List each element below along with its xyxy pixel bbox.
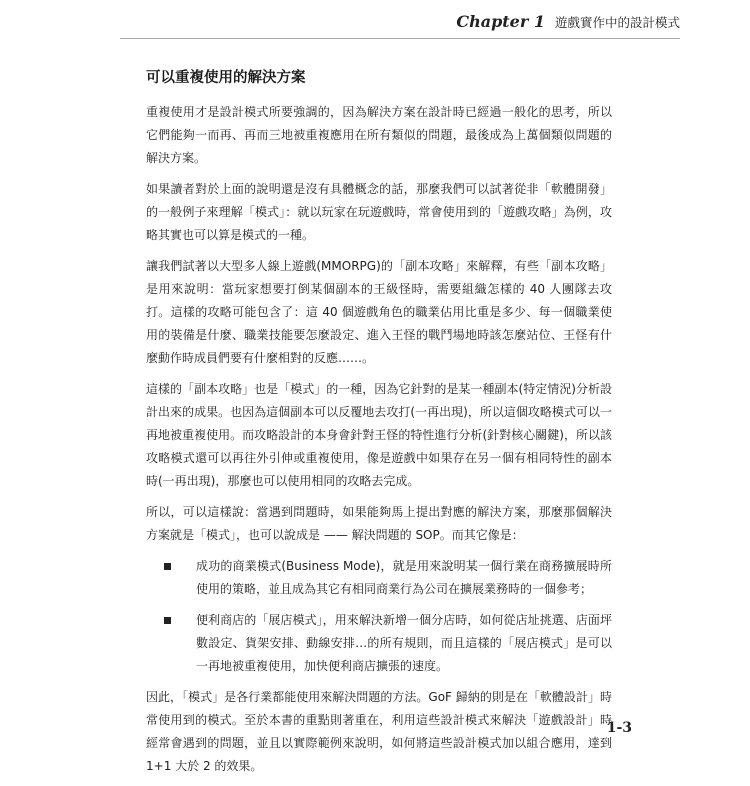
header-divider [120, 38, 680, 39]
paragraph-mmorpg: 讓我們試著以大型多人線上遊戲(MMORPG)的「副本攻略」來解釋，有些「副本攻略」是用來說明：當玩家想要打倒某個副本的王級怪時，需要組織怎樣的 40 人團隊去攻打。這樣的攻略可能包含了：這 40 個遊戲角色的職業佔用比重是多少、每一個職業使用的裝備是什麼、職業技能要怎麼設定、進入王怪的戰鬥場地時該怎麼站位、王怪有什麼動作時成員們要有什麼相對的反應……。 [146, 259, 612, 365]
list-item [146, 555, 612, 601]
chapter-label: Chapter 1 [456, 12, 545, 31]
list-item-text: 成功的商業模式(Business Mode)，就是用來說明某一個行業在商務擴展時所使用的策略，並且成為其它有相同商業行為公司在擴展業務時的一個參考； [196, 559, 612, 596]
page-number: 1-3 [606, 720, 632, 736]
paragraph-conclusion: 因此，「模式」是各行業都能使用來解決問題的方法。GoF 歸納的則是在「軟體設計」時常使用到的模式。至於本書的重點則著重在，利用這些設計模式來解決「遊戲設計」時經常會遇到的問題，並且以實際範例來說明，如何將這些設計模式加以組合應用，達到 1+1 大於 2 的效果。 [146, 690, 612, 773]
example-list [146, 555, 612, 678]
running-header [456, 12, 680, 31]
list-item [146, 609, 612, 678]
paragraph-game-guide: 如果讀者對於上面的說明還是沒有具體概念的話，那麼我們可以試著從非「軟體開發」的一般例子來理解「模式」：就以玩家在玩遊戲時，常會使用到的「遊戲攻略」為例，攻略其實也可以算是模式的一種。 [146, 182, 612, 242]
paragraph-reuse: 重複使用才是設計模式所要強調的，因為解決方案在設計時已經過一般化的思考，所以它們能夠一而再、再而三地被重複應用在所有類似的問題，最後成為上萬個類似問題的解決方案。 [146, 105, 612, 165]
paragraph-dungeon-guide: 這樣的「副本攻略」也是「模式」的一種，因為它針對的是某一種副本(特定情況)分析設計出來的成果。也因為這個副本可以反覆地去攻打(一再出現)，所以這個攻略模式可以一再地被重複使用。而攻略設計的本身會針對王怪的特性進行分析(針對核心關鍵)，所以該攻略模式還可以再往外引伸或重複使用，像是遊戲中如果存在另一個有相同特性的副本時(一再出現)，那麼也可以使用相同的攻略去完成。 [146, 382, 612, 488]
chapter-title: 遊戲實作中的設計模式 [554, 15, 680, 30]
square-bullet-icon [164, 563, 171, 570]
list-item-text: 便利商店的「展店模式」，用來解決新增一個分店時，如何從店址挑選、店面坪數設定、貨架安排、動線安排…的所有規則，而且這樣的「展店模式」是可以一再地被重複使用，加快便利商店擴張的速度。 [196, 613, 612, 673]
section-title: 可以重複使用的解決方案 [146, 70, 306, 86]
square-bullet-icon [164, 617, 171, 624]
page-body [146, 66, 612, 786]
paragraph-sop: 所以，可以這樣說：當遇到問題時，如果能夠馬上提出對應的解決方案，那麼那個解決方案就是「模式」，也可以說成是 —— 解決問題的 SOP。而其它像是： [146, 505, 612, 542]
